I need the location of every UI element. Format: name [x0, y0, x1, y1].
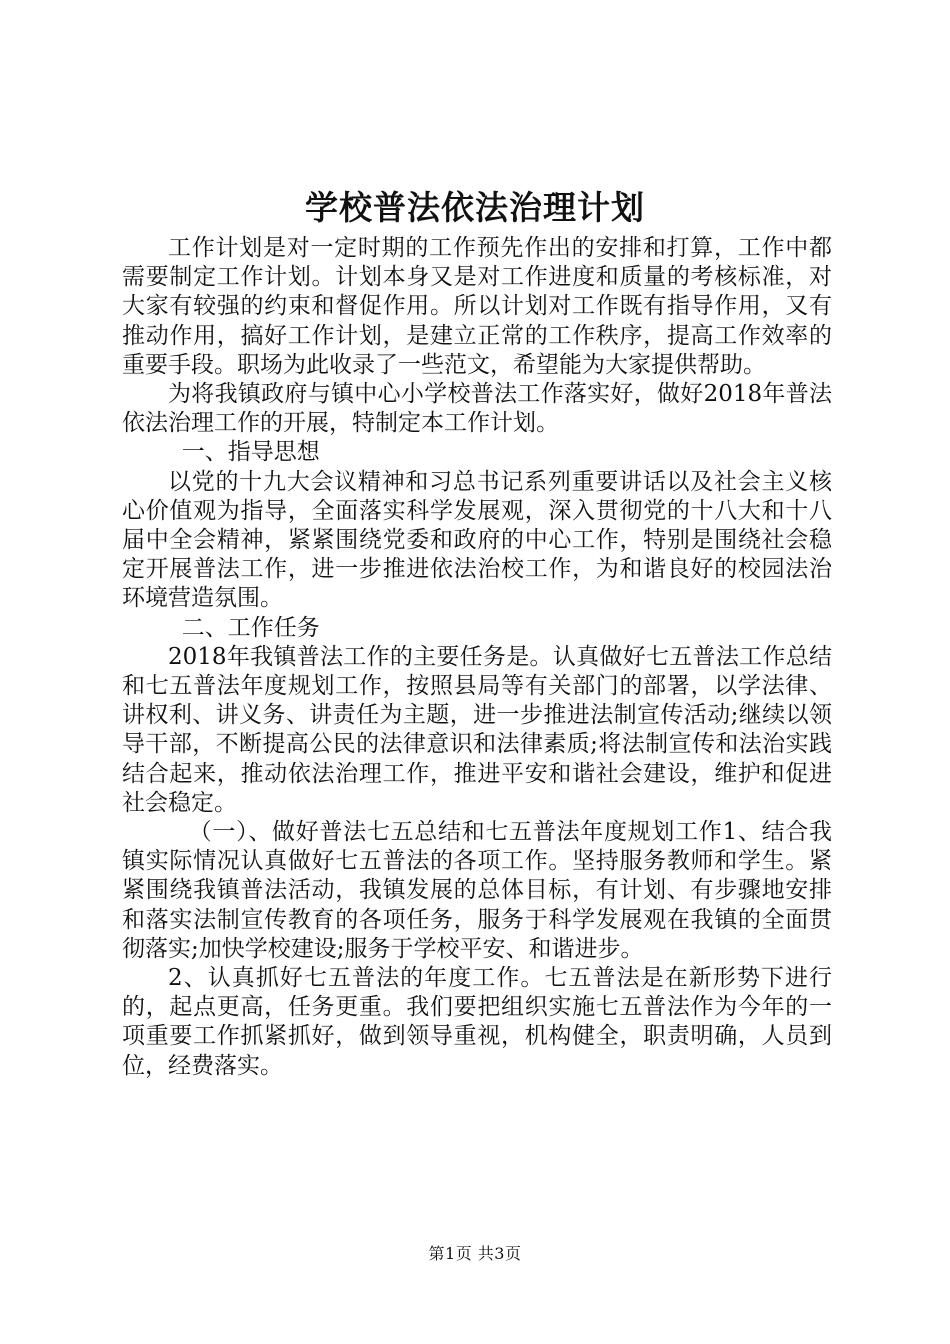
document-body — [122, 234, 832, 1081]
paragraph-task-one: （一）、做好普法七五总结和七五普法年度规划工作1、结合我镇实际情况认真做好七五普法的各项工作。坚持服务教师和学生。紧紧围绕我镇普法活动，我镇发展的总体目标，有计划、有步骤地安排和落实法制宣传教育的各项任务，服务于科学发展观在我镇的全面贯彻落实;加快学校建设;服务于学校平安、和谐进步。 — [122, 819, 832, 962]
paragraph-task-two: 2、认真抓好七五普法的年度工作。七五普法是在新形势下进行的，起点更高，任务更重。我们要把组织实施七五普法作为今年的一项重要工作抓紧抓好，做到领导重视，机构健全，职责明确，人员到位，经费落实。 — [122, 965, 832, 1079]
section-heading-guiding-thought: 一、指导思想 — [181, 439, 320, 466]
document-title: 学校普法依法治理计划 — [305, 188, 645, 227]
paragraph-work-tasks: 2018年我镇普法工作的主要任务是。认真做好七五普法工作总结和七五普法年度规划工作，按照县局等有关部门的部署，以学法律、讲权利、讲义务、讲责任为主题，进一步推进法制宣传活动;继续以领导干部，不断提高公民的法律意识和法律素质;将法制宣传和法治实践结合起来，推动依法治理工作，推进平安和谐社会建设，维护和促进社会稳定。 — [122, 643, 832, 816]
section-heading-work-tasks: 二、工作任务 — [181, 614, 320, 641]
paragraph-intro: 工作计划是对一定时期的工作预先作出的安排和打算，工作中都需要制定工作计划。计划本身又是对工作进度和质量的考核标准，对大家有较强的约束和督促作用。所以计划对工作既有指导作用，又有推动作用，搞好工作计划，是建立正常的工作秩序，提高工作效率的重要手段。职场为此收录了一些范文，希望能为大家提供帮助。 — [122, 235, 832, 378]
page-footer: 第1页 共3页 — [428, 1244, 522, 1263]
paragraph-guiding-thought: 以党的十九大会议精神和习总书记系列重要讲话以及社会主义核心价值观为指导，全面落实科学发展观，深入贯彻党的十八大和十八届中全会精神，紧紧围绕党委和政府的中心工作，特别是围绕社会稳定开展普法工作，进一步推进依法治校工作，为和谐良好的校园法治环境营造氛围。 — [122, 468, 832, 612]
paragraph-purpose: 为将我镇政府与镇中心小学校普法工作落实好，做好2018年普法依法治理工作的开展，特制定本工作计划。 — [122, 381, 832, 437]
